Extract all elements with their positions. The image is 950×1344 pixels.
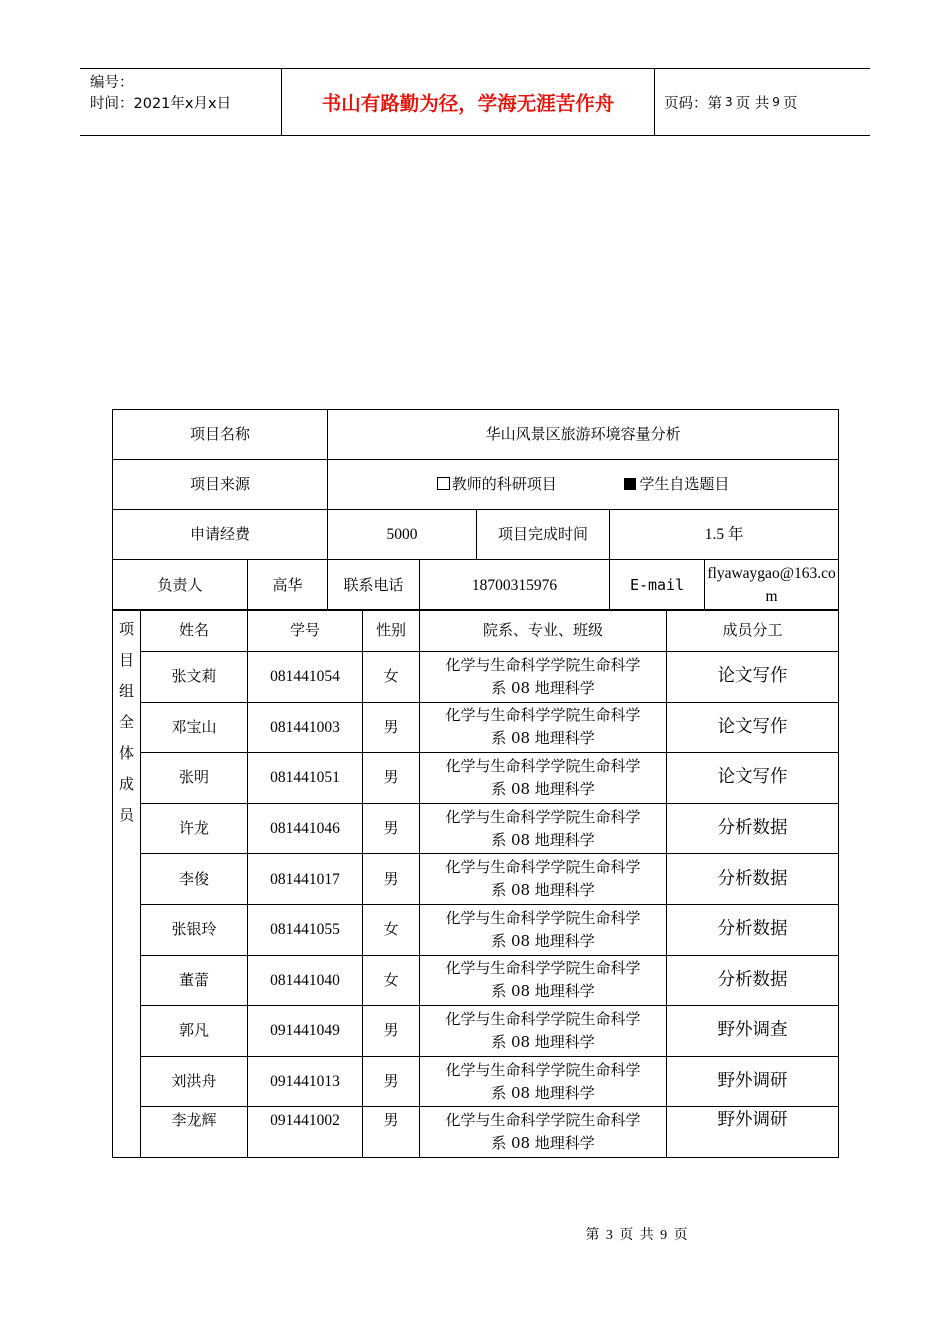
member-name: 郭凡 (141, 1006, 248, 1057)
footer-current: 3 (605, 1228, 614, 1243)
member-role: 分析数据 (667, 803, 839, 854)
member-id: 091441013 (248, 1056, 363, 1107)
footer-total: 9 (660, 1228, 669, 1243)
member-dept-line1: 化学与生命科学学院生命科学 (445, 959, 641, 978)
member-dept-line1: 化学与生命科学学院生命科学 (445, 908, 641, 927)
member-name: 李俊 (141, 854, 248, 905)
header-page-suffix: 页 (782, 95, 798, 112)
member-id: 081441046 (248, 803, 363, 854)
col-header-id: 学号 (248, 610, 363, 652)
fund-value: 5000 (328, 510, 477, 560)
member-row (113, 702, 839, 753)
footer-suffix: 页 (673, 1227, 689, 1243)
project-form-table (112, 409, 839, 611)
unchecked-checkbox-icon (437, 477, 450, 490)
group-label-char: 体 (118, 744, 134, 762)
member-dept-line1: 化学与生命科学学院生命科学 (445, 1060, 641, 1079)
header-motto: 书山有路勤为径，学海无涯苦作舟 (282, 69, 655, 135)
member-role: 分析数据 (667, 854, 839, 905)
member-dept-line2: 系 08 地理科学 (491, 881, 595, 900)
project-fund-row (113, 510, 839, 560)
member-dept-line2: 系 08 地理科学 (491, 779, 595, 798)
fund-label: 申请经费 (113, 510, 328, 560)
member-role: 论文写作 (667, 702, 839, 753)
duration-label: 项目完成时间 (477, 510, 610, 560)
member-role: 论文写作 (667, 753, 839, 804)
member-dept-line1: 化学与生命科学学院生命科学 (445, 858, 641, 877)
page-footer (0, 1224, 950, 1244)
member-dept-line2: 系 08 地理科学 (491, 982, 595, 1001)
leader-value: 高华 (248, 560, 328, 611)
source-option-student: 学生自选题目 (639, 475, 730, 493)
col-header-name: 姓名 (141, 610, 248, 652)
source-option-teacher: 教师的科研项目 (451, 475, 557, 493)
member-gender: 男 (363, 854, 420, 905)
header-meta (80, 69, 282, 135)
member-role: 论文写作 (667, 652, 839, 703)
group-label-char: 全 (118, 713, 134, 731)
member-gender: 男 (363, 1056, 420, 1107)
member-dept (420, 1056, 667, 1107)
member-dept-line1: 化学与生命科学学院生命科学 (445, 1009, 641, 1028)
member-dept (420, 702, 667, 753)
member-role: 分析数据 (667, 955, 839, 1006)
header-page-total: 9 (772, 95, 780, 109)
member-row (113, 854, 839, 905)
member-name: 张银玲 (141, 904, 248, 955)
duration-value: 1.5 年 (610, 510, 839, 560)
checked-checkbox-icon (624, 478, 636, 490)
footer-prefix: 第 (585, 1227, 601, 1243)
member-dept-line2: 系 08 地理科学 (491, 1032, 595, 1051)
header-page-number (654, 69, 870, 135)
member-dept (420, 955, 667, 1006)
member-row (113, 955, 839, 1006)
member-id: 081441040 (248, 955, 363, 1006)
member-name: 董蕾 (141, 955, 248, 1006)
header-page-current: 3 (725, 95, 733, 109)
group-label-char: 组 (118, 682, 134, 700)
member-id: 081441055 (248, 904, 363, 955)
member-dept (420, 854, 667, 905)
member-row (113, 1006, 839, 1057)
member-dept (420, 803, 667, 854)
member-name: 许龙 (141, 803, 248, 854)
member-gender: 女 (363, 652, 420, 703)
member-id: 081441003 (248, 702, 363, 753)
member-id: 091441002 (248, 1107, 363, 1158)
member-dept-line2: 系 08 地理科学 (491, 1134, 595, 1153)
members-table (112, 609, 839, 1158)
member-row (113, 753, 839, 804)
footer-mid: 页 共 (619, 1227, 655, 1243)
page-header (80, 68, 870, 136)
header-code-label: 编号： (90, 75, 134, 91)
member-gender: 男 (363, 753, 420, 804)
project-source-options (328, 460, 839, 510)
group-label-char: 员 (118, 806, 134, 824)
member-dept-line1: 化学与生命科学学院生命科学 (445, 655, 641, 674)
group-label-char: 目 (118, 651, 134, 669)
member-name: 邓宝山 (141, 702, 248, 753)
member-name: 李龙辉 (141, 1107, 248, 1158)
member-dept-line1: 化学与生命科学学院生命科学 (445, 807, 641, 826)
header-page-mid: 页 共 (735, 95, 770, 112)
member-dept-line1: 化学与生命科学学院生命科学 (445, 706, 641, 725)
member-dept-line2: 系 08 地理科学 (491, 931, 595, 950)
project-name-label: 项目名称 (113, 410, 328, 460)
member-role: 野外调查 (667, 1006, 839, 1057)
col-header-dept: 院系、专业、班级 (420, 610, 667, 652)
member-gender: 男 (363, 1006, 420, 1057)
member-dept-line2: 系 08 地理科学 (491, 678, 595, 697)
phone-label: 联系电话 (328, 560, 420, 611)
member-dept-line2: 系 08 地理科学 (491, 729, 595, 748)
project-source-label: 项目来源 (113, 460, 328, 510)
member-role: 野外调研 (667, 1107, 839, 1158)
members-header-row (113, 610, 839, 652)
member-dept-line2: 系 08 地理科学 (491, 1083, 595, 1102)
project-name-value: 华山风景区旅游环境容量分析 (328, 410, 839, 460)
member-row (113, 1056, 839, 1107)
phone-value: 18700315976 (420, 560, 610, 611)
project-source-row (113, 460, 839, 510)
member-id: 081441051 (248, 753, 363, 804)
member-id: 081441017 (248, 854, 363, 905)
member-dept (420, 1006, 667, 1057)
members-group-label (113, 610, 141, 1158)
member-name: 张文莉 (141, 652, 248, 703)
email-value: flyawaygao@163.com (705, 560, 839, 611)
project-name-row (113, 410, 839, 460)
member-id: 091441049 (248, 1006, 363, 1057)
member-dept-line2: 系 08 地理科学 (491, 830, 595, 849)
member-name: 张明 (141, 753, 248, 804)
member-dept (420, 652, 667, 703)
member-id: 081441054 (248, 652, 363, 703)
member-gender: 男 (363, 803, 420, 854)
member-dept-line1: 化学与生命科学学院生命科学 (445, 1111, 641, 1130)
group-label-char: 成 (118, 775, 134, 793)
member-name: 刘洪舟 (141, 1056, 248, 1107)
member-gender: 女 (363, 904, 420, 955)
member-dept (420, 1107, 667, 1158)
member-dept (420, 904, 667, 955)
member-row (113, 803, 839, 854)
member-gender: 女 (363, 955, 420, 1006)
member-gender: 男 (363, 1107, 420, 1158)
member-row (113, 652, 839, 703)
header-time-label: 时间：2021年x月x日 (90, 96, 232, 112)
member-dept (420, 753, 667, 804)
leader-label: 负责人 (113, 560, 248, 611)
group-label-char: 项 (118, 620, 134, 638)
member-role: 野外调研 (667, 1056, 839, 1107)
member-row (113, 904, 839, 955)
member-row (113, 1107, 839, 1158)
member-role: 分析数据 (667, 904, 839, 955)
member-gender: 男 (363, 702, 420, 753)
header-page-prefix: 页码：第 (664, 95, 722, 112)
col-header-gender: 性别 (363, 610, 420, 652)
col-header-role: 成员分工 (667, 610, 839, 652)
project-leader-row (113, 560, 839, 611)
member-dept-line1: 化学与生命科学学院生命科学 (445, 756, 641, 775)
email-label: E-mail (610, 560, 705, 611)
